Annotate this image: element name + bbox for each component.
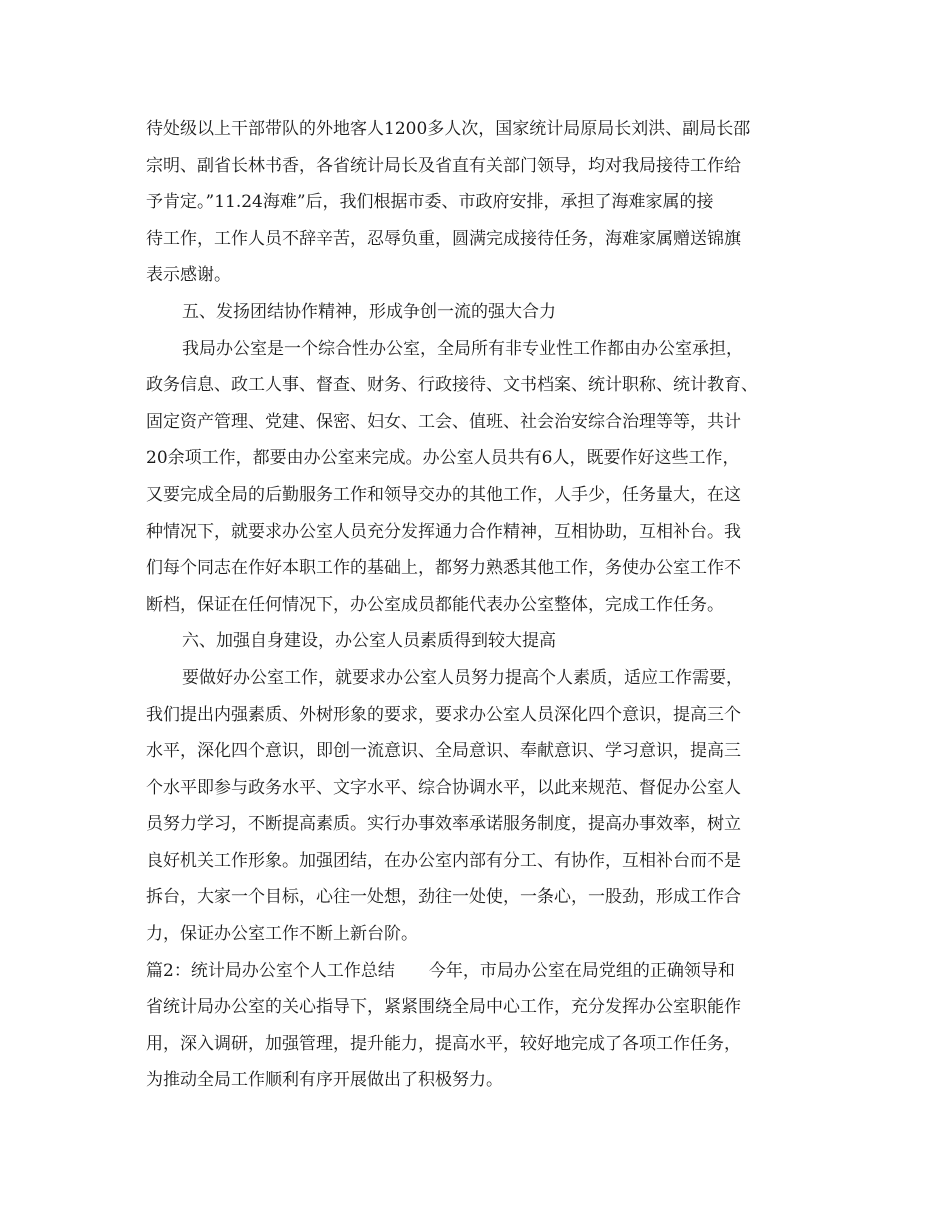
text-line: 政务信息、政工人事、督查、财务、行政接待、文书档案、统计职称、统计教育、 (146, 375, 758, 396)
text-line: 为推动全局工作顺利有序开展做出了积极努力。 (146, 1070, 503, 1091)
section-heading: 六、加强自身建设，办公室人员素质得到较大提高 (182, 631, 556, 652)
text-line: 20余项工作，都要由办公室来完成。办公室人员共有6人，既要作好这些工作， (146, 448, 740, 469)
text-line: 们每个同志在作好本职工作的基础上，都努力熟悉其他工作，务使办公室工作不 (146, 558, 741, 579)
text-line: 断档，保证在任何情况下，办公室成员都能代表办公室整体，完成工作任务。 (146, 594, 724, 615)
article-heading-line: 篇2：统计局办公室个人工作总结 今年，市局办公室在局党组的正确领导和 (146, 960, 735, 981)
text-line: 用，深入调研，加强管理，提升能力，提高水平，较好地完成了各项工作任务， (146, 1033, 741, 1054)
text-line: 固定资产管理、党建、保密、妇女、工会、值班、社会治安综合治理等等，共计 (146, 411, 741, 432)
text-line: 要做好办公室工作，就要求办公室人员努力提高个人素质，适应工作需要， (182, 667, 743, 688)
document-body (146, 111, 806, 1099)
text-line: 拆台，大家一个目标，心往一处想，劲往一处使，一条心，一股劲，形成工作合 (146, 887, 741, 908)
text-line: 待处级以上干部带队的外地客人1200多人次，国家统计局原局长刘洪、副局长邵 (146, 119, 751, 139)
text-line: 又要完成全局的后勤服务工作和领导交办的其他工作，人手少，任务量大，在这 (146, 484, 741, 505)
text-line: 员努力学习，不断提高素质。实行办事效率承诺服务制度，提高办事效率，树立 (146, 814, 741, 835)
text-line: 省统计局办公室的关心指导下，紧紧围绕全局中心工作，充分发挥办公室职能作 (146, 997, 741, 1018)
text-line: 个水平即参与政务水平、文字水平、综合协调水平，以此来规范、督促办公室人 (146, 777, 741, 798)
section-heading: 五、发扬团结协作精神，形成争创一流的强大合力 (182, 301, 556, 322)
text-line: 表示感谢。 (146, 265, 231, 286)
text-line: 我局办公室是一个综合性办公室，全局所有非专业性工作都由办公室承担， (182, 338, 743, 359)
text-line: 我们提出内强素质、外树形象的要求，要求办公室人员深化四个意识，提高三个 (146, 704, 741, 725)
text-line: 种情况下，就要求办公室人员充分发挥通力合作精神，互相协助，互相补台。我 (146, 521, 741, 542)
text-line: 力，保证办公室工作不断上新台阶。 (146, 924, 418, 945)
text-line: 良好机关工作形象。加强团结，在办公室内部有分工、有协作，互相补台而不是 (146, 850, 741, 871)
text-line: 宗明、副省长林书香，各省统计局长及省直有关部门领导，均对我局接待工作给 (146, 155, 741, 176)
text-line: 待工作，工作人员不辞辛苦，忍辱负重，圆满完成接待任务，海难家属赠送锦旗 (146, 228, 741, 249)
text-line: 水平，深化四个意识，即创一流意识、全局意识、奉献意识、学习意识，提高三 (146, 741, 741, 762)
text-line: 予肯定。”11.24海难”后，我们根据市委、市政府安排，承担了海难家属的接 (146, 192, 714, 213)
